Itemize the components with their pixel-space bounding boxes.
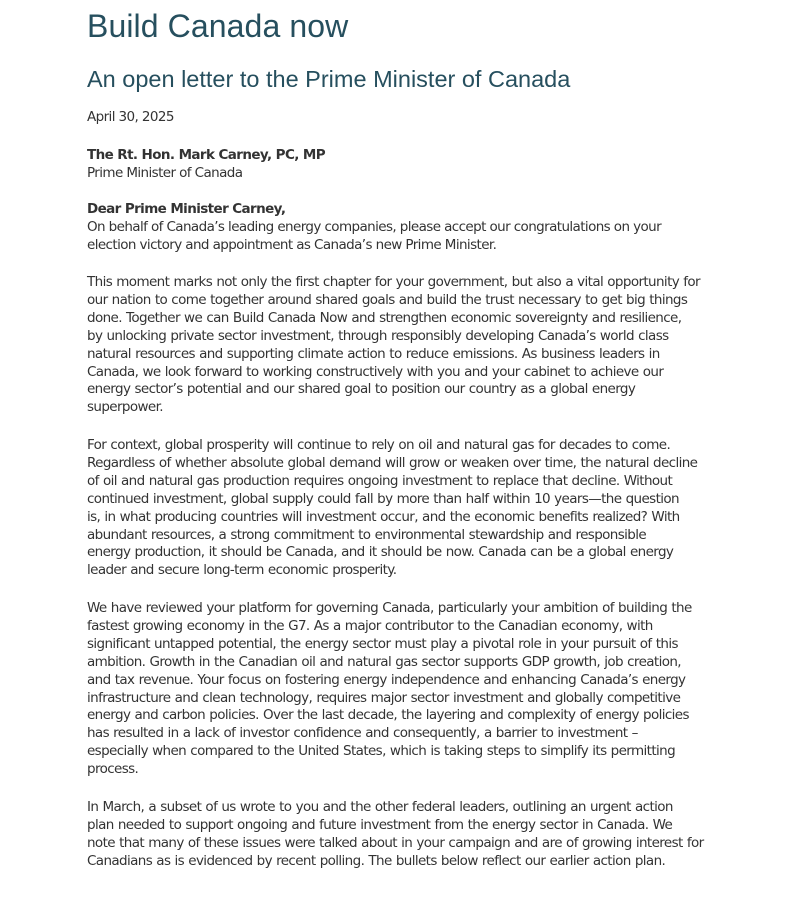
paragraph-line: leader and secure long-term economic prosperity. <box>87 562 397 579</box>
paragraph-line: done. Together we can Build Canada Now and strengthen economic sovereignty and resilience, <box>87 309 682 326</box>
body-paragraph-2 <box>87 437 717 580</box>
letter-date: April 30, 2025 <box>87 109 174 125</box>
paragraph-line: superpower. <box>87 399 163 416</box>
paragraph-line: Regardless of whether absolute global demand will grow or weaken over time, the natural decline <box>87 454 698 471</box>
paragraph-line: Canada, we look forward to working constructively with you and your cabinet to achieve our <box>87 363 664 380</box>
salutation: Dear Prime Minister Carney, <box>87 201 286 217</box>
paragraph-line: Canadians as is evidenced by recent polling. The bullets below reflect our earlier action plan. <box>87 852 666 869</box>
paragraph-line: infrastructure and clean technology, requires major sector investment and globally competitive <box>87 689 681 706</box>
paragraph-line: In March, a subset of us wrote to you and the other federal leaders, outlining an urgent action <box>87 799 673 815</box>
paragraph-line: has resulted in a lack of investor confidence and consequently, a barrier to investment – <box>87 725 638 742</box>
intro-line: On behalf of Canada’s leading energy companies, please accept our congratulations on your <box>87 219 662 235</box>
page-subtitle: An open letter to the Prime Minister of Canada <box>87 66 571 92</box>
paragraph-line: of oil and natural gas production requires ongoing investment to replace that decline. Without <box>87 472 673 489</box>
paragraph-line: energy production, it should be Canada, and it should be now. Canada can be a global energy <box>87 544 674 561</box>
intro-line: election victory and appointment as Canada’s new Prime Minister. <box>87 237 497 253</box>
body-paragraph-1 <box>87 274 717 417</box>
paragraph-line: energy sector’s potential and our shared goal to position our country as a global energy <box>87 381 636 398</box>
page-title: Build Canada now <box>87 8 349 44</box>
paragraph-line: abundant resources, a strong commitment to environmental stewardship and responsible <box>87 526 647 543</box>
body-paragraph-3 <box>87 600 717 779</box>
paragraph-line: note that many of these issues were talked about in your campaign and are of growing interest for <box>87 834 704 851</box>
paragraph-line: by unlocking private sector investment, through responsibly developing Canada’s world class <box>87 327 669 344</box>
paragraph-line: ambition. Growth in the Canadian oil and natural gas sector supports GDP growth, job creation, <box>87 653 681 670</box>
paragraph-line: is, in what producing countries will investment occur, and the economic benefits realized? With <box>87 508 680 525</box>
paragraph-line: significant untapped potential, the energy sector must play a pivotal role in your pursuit of this <box>87 635 678 652</box>
paragraph-line: continued investment, global supply could fall by more than half within 10 years—the question <box>87 490 679 507</box>
body-paragraph-4 <box>87 799 717 871</box>
recipient-role: Prime Minister of Canada <box>87 165 243 181</box>
paragraph-line: energy and carbon policies. Over the last decade, the layering and complexity of energy policies <box>87 707 689 724</box>
paragraph-line: process. <box>87 761 139 778</box>
recipient-name: The Rt. Hon. Mark Carney, PC, MP <box>87 147 326 163</box>
paragraph-line: our nation to come together around shared goals and build the trust necessary to get big things <box>87 291 688 308</box>
paragraph-line: For context, global prosperity will continue to rely on oil and natural gas for decades to come. <box>87 437 671 453</box>
salutation-block <box>87 200 717 254</box>
paragraph-line: especially when compared to the United States, which is taking steps to simplify its permitting <box>87 743 676 760</box>
paragraph-line: We have reviewed your platform for governing Canada, particularly your ambition of building the <box>87 600 692 616</box>
paragraph-line: fastest growing economy in the G7. As a major contributor to the Canadian economy, with <box>87 617 653 634</box>
paragraph-line: and tax revenue. Your focus on fostering energy independence and enhancing Canada’s energy <box>87 671 686 688</box>
recipient-block <box>87 146 325 182</box>
paragraph-line: natural resources and supporting climate action to reduce emissions. As business leaders in <box>87 345 660 362</box>
paragraph-line: This moment marks not only the first chapter for your government, but also a vital opportunity for <box>87 274 700 290</box>
paragraph-line: plan needed to support ongoing and future investment from the energy sector in Canada. We <box>87 816 673 833</box>
